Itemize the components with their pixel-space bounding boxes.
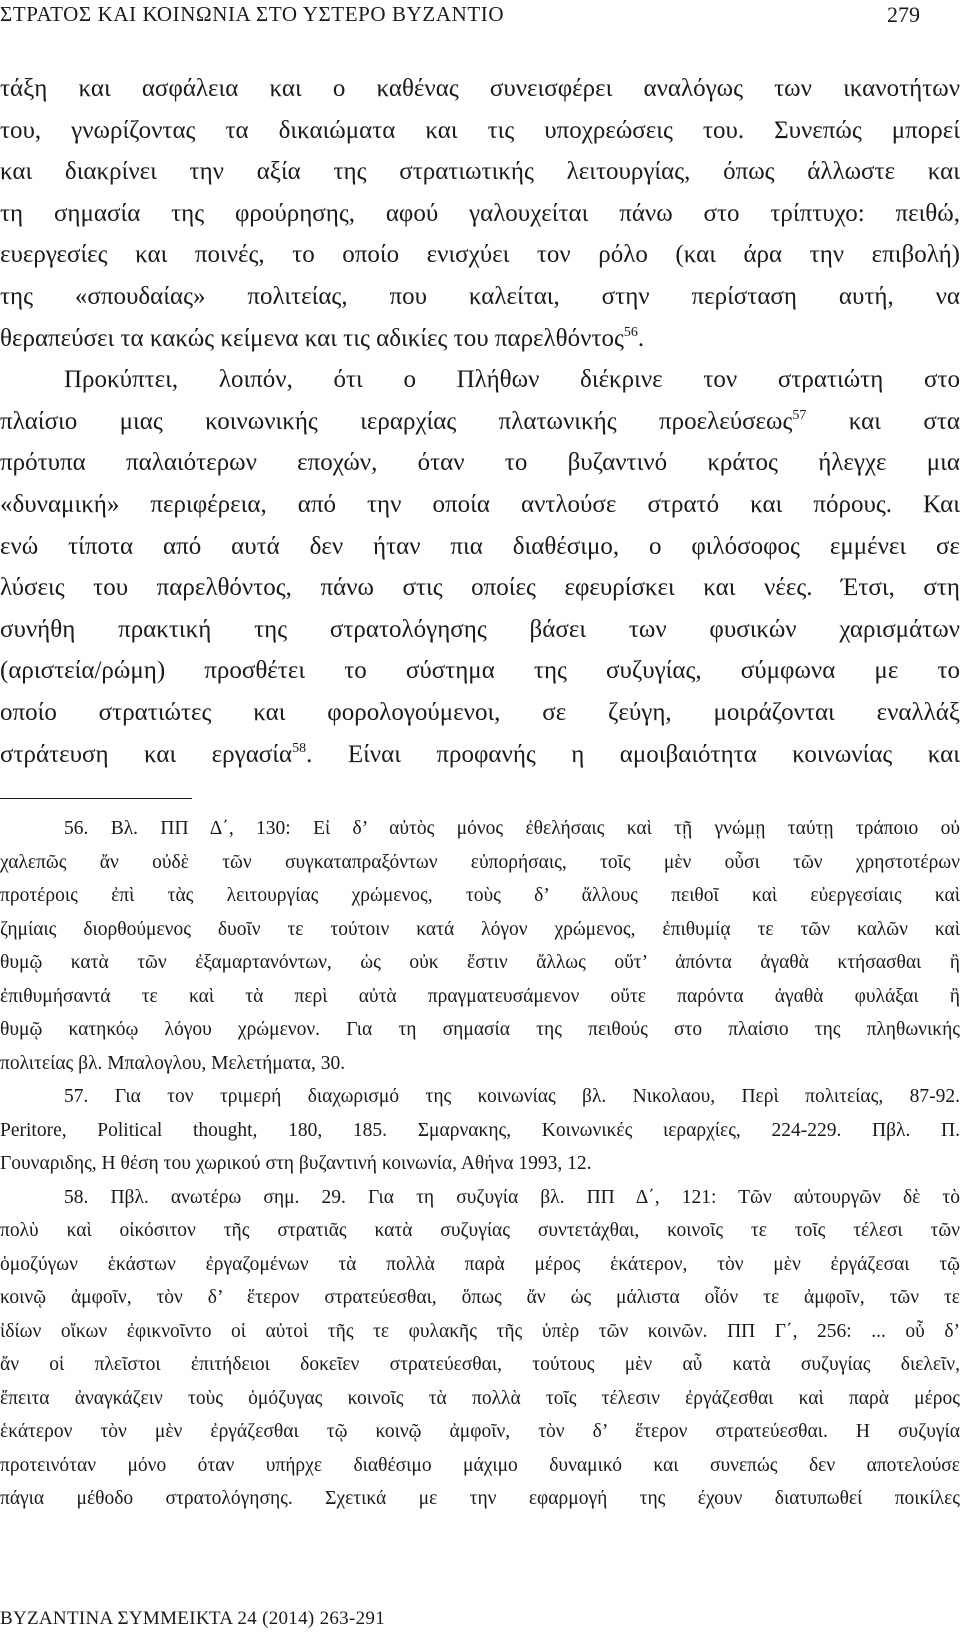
footnote-line: πολιτείας βλ. Μπαλογλου, Μελετήματα, 30. — [0, 1052, 346, 1074]
footnote-line: ἔπειτα ἀναγκάζειν τοὺς ὁμόζυγας κοινοῖς τὰ πολλὰ τοῖς τέλεσιν ἐργάζεσθαι καὶ παρὰ μέρος — [0, 1387, 960, 1409]
footnote-line: Γουναριδης, Η θέση του χωρικού στη βυζαντινή κοινωνία, Αθήνα 1993, 12. — [0, 1153, 592, 1174]
text-line — [0, 318, 960, 360]
text-line: λύσεις του παρελθόντος, πάνω στις οποίες εφευρίσκει και νέες. Έτσι, στη — [0, 574, 960, 602]
text-line: της «σπουδαίας» πολιτείας, που καλείται, στην περίσταση αυτή, να — [0, 282, 960, 310]
footnote-line: ὁμοζύγων ἑκάστων ἐργαζομένων τὰ πολλὰ παρὰ μέρος ἑκάτερον, τὸν μὲν ἐργάζεσαι τῷ — [0, 1253, 960, 1275]
text-line: συνήθη πρακτική της στρατολόγησης βάσει των φυσικών χαρισμάτων — [0, 615, 960, 643]
text-line: (αριστεία/ρώμη) προσθέτει το σύστημα της συζυγίας, σύμφωνα με το — [0, 657, 960, 685]
text-line: ευεργεσίες και ποινές, το οποίο ενισχύει τον ρόλο (και άρα την επιβολή) — [0, 241, 960, 269]
footnote-line: ἰδίων οἴκων ἐφικνοῖντο οἱ αὐτοὶ τῆς τε φυλακῆς τῆς ὑπὲρ τῶν κοινῶν. ΠΠ Γ΄, 256: ... οὗ δ’ — [0, 1320, 960, 1342]
footnote-line: θυμῷ κατηκόῳ λόγου χρώμενον. Για τη σημασία της πειθούς στο πλαίσιο της πληθωνικής — [0, 1019, 960, 1040]
footnote-line: προτεινόταν μόνο όταν υπήρχε διαθέσιμο μάχιμο δυναμικό και συνεπώς δεν αποτελούσε — [0, 1454, 960, 1476]
running-head — [0, 0, 960, 40]
footnote-56: 56. Βλ. ΠΠ Δ΄, 130: Εἰ δ’ αὐτὸς μόνος ἐθελήσαις καὶ τῇ γνώμῃ ταύτῃ τράποιο οὐ — [64, 818, 960, 839]
text-segment: θεραπεύσει τα κακώς κείμενα και τις αδικίες του παρελθόντος — [0, 324, 624, 352]
text-segment: και στα — [848, 407, 960, 435]
main-text — [0, 68, 960, 775]
text-line: οποίο στρατιώτες και φορολογούμενοι, σε ζεύγη, μοιράζονται εναλλάξ — [0, 698, 960, 726]
footnote-57: 57. Για τον τριμερή διαχωρισμό της κοινωνίας βλ. Νικολαου, Περὶ πολιτείας, 87-92. — [64, 1086, 960, 1107]
footnote-line: πολὺ καὶ οἰκόσιτον τῆς στρατιᾶς κατὰ συζυγίας συντετάχθαι, κοινοῖς τε τοῖς τέλεσι τῶν — [0, 1220, 960, 1241]
footnote-line: πάγια μέθοδο στρατολόγησης. Σχετικά με την εφαρμογή της έχουν διατυπωθεί ποικίλες — [0, 1488, 960, 1509]
footnotes — [0, 812, 960, 1516]
text-segment: στράτευση και εργασία — [0, 740, 293, 768]
text-line — [0, 401, 960, 443]
text-line: «δυναμική» περιφέρεια, από την οποία αντλούσε στρατό και πόρους. Και — [0, 490, 960, 518]
footnote-line: ἐπιθυμήσαντά τε καὶ τὰ περὶ αὐτὰ πραγματευσάμενον οὔτε παρόντα ἀγαθὰ φυλάξαι ἢ — [0, 985, 960, 1007]
footnote-line: χαλεπῶς ἄν οὐδὲ τῶν συγκαταπραξόντων εὐπορήσαις, τοῖς μὲν οὖσι τῶν χρηστοτέρων — [0, 851, 960, 873]
footnote-ref-56[interactable]: 56 — [623, 324, 638, 340]
text-segment: . — [637, 324, 645, 352]
footnote-separator — [0, 798, 192, 799]
footnote-line: θυμῷ κατὰ τῶν ἐξαμαρτανόντων, ὡς οὐκ ἔστιν ἄλλως οὔτ’ ἀπόντα ἀγαθὰ κτήσασθαι ἢ — [0, 952, 960, 973]
journal-footer: ΒΥΖΑΝΤΙΝΑ ΣΥΜΜΕΙΚΤΑ 24 (2014) 263-291 — [0, 1608, 385, 1629]
text-segment: . Είναι προφανής η αμοιβαιότητα κοινωνίας και — [306, 740, 960, 768]
text-line: του, γνωρίζοντας τα δικαιώματα και τις υποχρεώσεις του. Συνεπώς μπορεί — [0, 116, 960, 144]
footnote-ref-58[interactable]: 58 — [292, 740, 307, 756]
text-line: τάξη και ασφάλεια και ο καθένας συνεισφέρει αναλόγως των ικανοτήτων — [0, 75, 960, 102]
text-line: ενώ τίποτα από αυτά δεν ήταν πια διαθέσιμο, ο φιλόσοφος εμμένει σε — [0, 532, 960, 560]
text-segment: πλαίσιο μιας κοινωνικής ιεραρχίας πλατωνικής προελεύσεως — [0, 407, 793, 435]
footnote-line: ζημίαις διορθούμενος δυοῖν τε τούτοιν κατά λόγον χρώμενος, ἐπιθυμίᾳ τε τῶν καλῶν καὶ — [0, 918, 960, 940]
text-line — [0, 734, 960, 776]
footnote-line: ἑκάτερον τὸν μὲν ἐργάζεσθαι τῷ κοινῷ ἀμφοῖν, τὸν δ’ ἕτερον στρατεύεσθαι. Η συζυγία — [0, 1421, 960, 1442]
footnote-ref-57[interactable]: 57 — [792, 407, 807, 423]
footnote-line: Peritore, Political thought, 180, 185. Σμαρνακης, Κοινωνικές ιεραρχίες, 224-229. Πβλ. Π. — [0, 1119, 960, 1141]
paragraph-start-line: Προκύπτει, λοιπόν, ότι ο Πλήθων διέκρινε τον στρατιώτη στο — [64, 366, 960, 394]
running-title: ΣΤΡΑΤΟΣ ΚΑΙ ΚΟΙΝΩΝΙΑ ΣΤΟ ΥΣΤΕΡΟ ΒΥΖΑΝΤΙΟ — [0, 2, 505, 26]
footnote-line: κοινῷ ἀμφοῖν, τὸν δ’ ἕτερον στρατεύεσθαι, ὅπως ἄν ὡς μάλιστα οἷόν τε ἀμφοῖν, τῶν τε — [0, 1287, 960, 1308]
text-line: τη σημασία της φρούρησης, αφού γαλουχείται πάνω στο τρίπτυχο: πειθώ, — [0, 199, 960, 227]
text-line: πρότυπα παλαιότερων εποχών, όταν το βυζαντινό κράτος ήλεγχε μια — [0, 449, 960, 477]
page-number: 279 — [887, 2, 920, 27]
footnote-58: 58. Πβλ. ανωτέρω σημ. 29. Για τη συζυγία βλ. ΠΠ Δ΄, 121: Τῶν αὐτουργῶν δὲ τὸ — [64, 1186, 960, 1208]
text-line: και διακρίνει την αξία της στρατιωτικής λειτουργίας, όπως άλλωστε και — [0, 158, 960, 186]
footnote-line: προτέροις ἐπὶ τὰς λειτουργίας χρώμενος, τοὺς δ’ ἄλλους πειθοῖ καὶ εὐεργεσίαις καὶ — [0, 885, 960, 906]
footnote-line: ἄν οἱ πλεῖστοι ἐπιτήδειοι δοκεῖεν στρατεύεσθαι, τούτους μὲν αὖ κατὰ συζυγίας διελεῖν, — [0, 1354, 960, 1375]
